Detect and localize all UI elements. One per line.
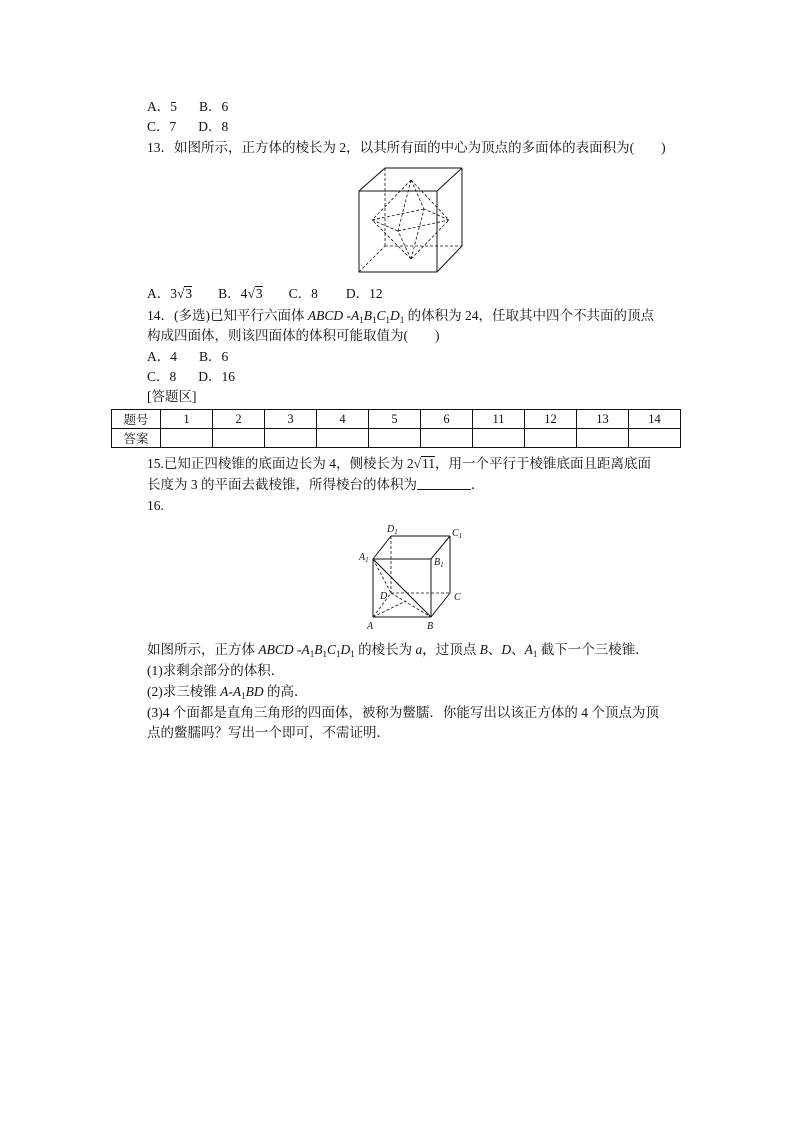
table-cell-number: 3 — [265, 410, 317, 429]
label-b: B — [427, 621, 434, 632]
q12-options-row2 — [147, 118, 228, 136]
label-c: C — [454, 592, 461, 603]
q12-option-a: A．5 — [147, 99, 177, 114]
table-cell-number: 1 — [161, 410, 213, 429]
q13-stem: 13．如图所示，正方体的棱长为 2，以其所有面的中心为顶点的多面体的表面积为( ) — [147, 140, 666, 155]
answer-table-number-row — [112, 410, 681, 429]
label-c1: $C_1$ — [452, 528, 463, 540]
answer-cell[interactable] — [421, 429, 473, 448]
row-header-number: 题号 — [112, 410, 161, 429]
q13-options — [147, 285, 383, 303]
answer-cell[interactable] — [473, 429, 525, 448]
q13-option-a: A．3√3 — [147, 286, 193, 301]
sqrt-symbol: √3 — [177, 286, 193, 301]
q16-description: 如图所示，正方体 ABCD $-A_1B_1C_1D_1$ 的棱长为 a，过顶点 B、D、$A_1$ 截下一个三棱锥． — [147, 642, 649, 659]
table-cell-number: 13 — [577, 410, 629, 429]
q14-options-row2 — [147, 368, 235, 386]
table-cell-number: 12 — [525, 410, 577, 429]
label-b1: $B_1$ — [434, 557, 444, 569]
q12-option-b: B．6 — [199, 99, 229, 114]
answer-cell[interactable] — [525, 429, 577, 448]
q16-number: 16. — [147, 498, 164, 513]
answer-cell[interactable] — [369, 429, 421, 448]
q14-option-b: B．6 — [199, 349, 229, 364]
answer-cell[interactable] — [161, 429, 213, 448]
q16-part2: (2)求三棱锥 $A-A_1BD$ 的高． — [147, 684, 308, 701]
answer-cell[interactable] — [317, 429, 369, 448]
table-cell-number: 14 — [629, 410, 681, 429]
q15-stem-line2: 长度为 3 的平面去截棱锥，所得棱台的体积为 ． — [147, 477, 485, 492]
sqrt-symbol: √11 — [413, 456, 436, 471]
q14-option-d: D．16 — [198, 369, 236, 384]
answer-cell[interactable] — [577, 429, 629, 448]
table-cell-number: 11 — [473, 410, 525, 429]
q14-options-row1 — [147, 348, 228, 366]
label-a1: $A_1$ — [359, 552, 369, 564]
q13-option-c: C．8 — [288, 286, 318, 301]
q13-option-d: D．12 — [345, 286, 383, 301]
q12-option-c: C．7 — [147, 119, 177, 134]
q14-stem-line2: 构成四面体，则该四面体的体积可能取值为( ) — [147, 328, 440, 343]
label-a: A — [367, 621, 374, 632]
q16-part3-line2: 点的鳖臑吗？写出一个即可，不需证明． — [147, 725, 390, 740]
answer-cell[interactable] — [265, 429, 317, 448]
answer-cell[interactable] — [213, 429, 265, 448]
label-d: D — [380, 591, 388, 602]
answer-table — [111, 409, 681, 448]
table-cell-number: 5 — [369, 410, 421, 429]
row-header-answer: 答案 — [112, 429, 161, 448]
answer-area-label: [答题区] — [147, 389, 197, 404]
q12-option-d: D．8 — [198, 119, 229, 134]
answer-cell[interactable] — [629, 429, 681, 448]
answer-table-answer-row — [112, 429, 681, 448]
table-cell-number: 4 — [317, 410, 369, 429]
answer-blank[interactable] — [417, 477, 471, 490]
q16-part1: (1)求剩余部分的体积． — [147, 663, 285, 678]
q16-cube-figure — [356, 520, 472, 632]
q16-part3-line1: (3)4 个面都是直角三角形的四面体，被称为鳖臑．你能写出以该正方体的 4 个顶点为顶 — [147, 705, 659, 720]
label-d1: $D_1$ — [387, 524, 398, 536]
q15-stem-line1: 15.已知正四棱锥的底面边长为 4，侧棱长为 2√11，用一个平行于棱锥底面且距离底面 — [147, 456, 652, 471]
q14-stem-line1: 14．(多选)已知平行六面体 ABCD $-A_1B_1C_1D_1$ 的体积为 24，任取其中四个不共面的顶点 — [147, 308, 655, 325]
q14-option-a: A．4 — [147, 349, 177, 364]
q14-option-c: C．8 — [147, 369, 177, 384]
q13-option-b: B．4√3 — [218, 286, 263, 301]
q13-cube-figure — [355, 164, 467, 276]
q12-options-row1 — [147, 98, 228, 116]
table-cell-number: 6 — [421, 410, 473, 429]
table-cell-number: 2 — [213, 410, 265, 429]
